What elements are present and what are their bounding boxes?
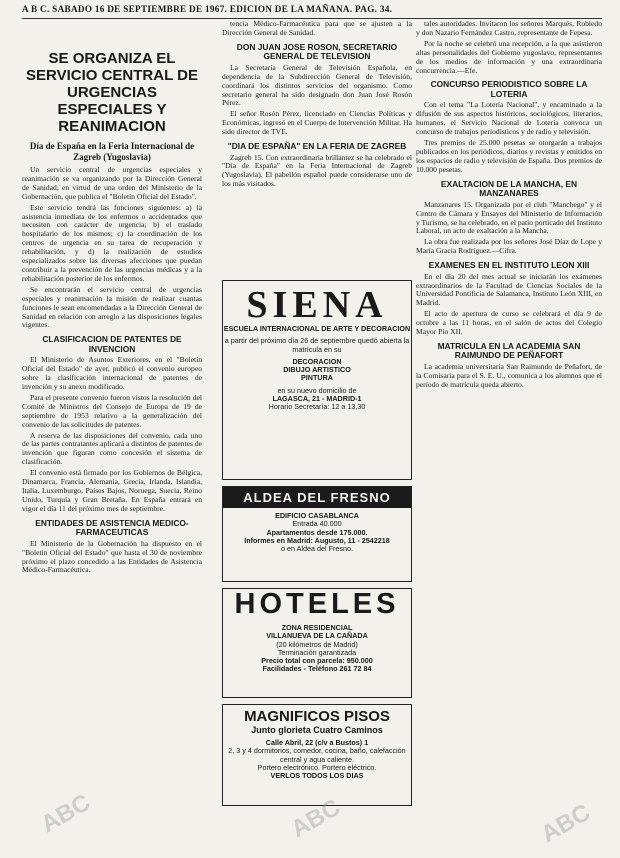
column-1 [22, 20, 202, 850]
ad-line: Facilidades - Teléfono 261 72 84 [262, 664, 372, 674]
paragraph: En el día 20 del mes actual se iniciarán los exámenes extraordinarios de la Facultad de Ciencias Sociales de la Universidad Pontificia de Salamanca, Instituto León XIII, en Madrid. [416, 271, 602, 308]
paragraph: El Ministerio de la Gobernación ha dispuesto en el "Boletín Oficial del Estado" que hasta el 30 de noviembre próximo el plazo concedido a las Entidades de Asistencia Médico-Farmacéutica. [22, 538, 202, 575]
main-headline: SE ORGANIZA EL SERVICIO CENTRAL DE URGENCIAS ESPECIALES Y REANIMACION [26, 50, 198, 135]
ad-line: Calle Abril, 22 (c/v a Bustos) 1 [265, 738, 369, 747]
watermark: ABC [536, 798, 596, 849]
paragraph: La obra fue realizada por los señores José Díaz de Lope y María Gracia Rodríguez.—Cifra. [416, 237, 602, 256]
paragraph: Un servicio central de urgencias especiales y reanimación se va organizando por la Dirección General de Sanidad, en virtud de una orden del Ministerio de la Gobernación, que publica el "Boletín Oficial del Estado". [22, 165, 202, 201]
paragraph: El señor Rosón Pérez, licenciado en Ciencias Políticas y Económicas, ingresó en el Cuerpo de Intervención Militar. Ha sido director de TVE. [222, 109, 412, 137]
ad-siena [222, 280, 412, 480]
ad-line: o en Aldea del Fresno. [281, 544, 353, 554]
advertisements [222, 280, 412, 812]
paragraph: Para el presente convenio fueron vistos la resolución del Comité de Ministros del Consejo de Europa de 19 de septiembre de 1953 relativo a la generalización del convenio de las solicitudes de patentes. [22, 392, 202, 429]
paragraph: El acto de apertura de curso se celebrará el día 9 de octubre a las 11 horas, en el salón de actos del Colegio Mayor Pío XII. [416, 309, 602, 337]
paragraph: El Ministerio de Asuntos Exteriores, en el "Boletín Oficial del Estado" de ayer, publicó el convenio europeo sobre la clasificación internacional de patentes de invención y su anexo modificado. [22, 355, 202, 392]
paragraph: tales autoridades. Invitaron los señores Marqués, Robledo y don Nazario Fernández Castro, representante de Fepesa. [416, 20, 602, 37]
ad-line: en su nuevo domicilio de [277, 385, 357, 395]
section-heading: EXALTACION DE LA MANCHA, EN MANZANARES [440, 178, 578, 199]
paragraph: Tres premios de 25.000 pesetas se otorgarán a trabajos publicados en los periódicos, diarios y revistas y emitidos en los espacios de radio y televisión de España. Dos premios de 10.000 pesetas. [416, 138, 602, 174]
ad-title: SIENA [246, 284, 388, 326]
section-heading: MATRICULA EN LA ACADEMIA SAN RAIMUNDO DE PEÑAFORT [437, 340, 581, 361]
ad-line: PINTURA [301, 373, 333, 383]
ad-line: Terminación garantizada [277, 647, 357, 657]
paragraph: Zagreb 15. Con extraordinaria brillantez se ha celebrado el "Día de España" en la Feria Internacional de Zagreb (Yugoslavia). El pabellón español puede considerarse uno de los más visitados. [222, 152, 412, 189]
page-header: A B C. SABADO 16 DE SEPTIEMBRE DE 1967. EDICION DE LA MAÑANA. PAG. 34. [22, 4, 602, 19]
ad-line: DECORACION [292, 356, 342, 366]
column-3 [416, 20, 602, 850]
section-heading: EXAMENES EN EL INSTITUTO LEON XIII [428, 260, 590, 271]
paragraph: Por la noche se celebró una recepción, a la que asistieron altas personalidades del Gobierno yugoslavo, representantes de los medios de información y una extraordinaria concurrencia.—Efe. [416, 38, 602, 75]
ad-line: Precio total con parcela: 950.000 [261, 656, 373, 666]
ad-line: Portero electrónico. Portero eléctrico. [257, 762, 377, 772]
ad-line: ESCUELA INTERNACIONAL DE ARTE Y DECORACION [223, 324, 411, 333]
ad-line: Horario Secretaría: 12 a 13,30 [268, 402, 366, 412]
watermark: ABC [36, 788, 96, 839]
paragraph: A reserva de las disposiciones del convenio, cada uno de las partes contratantes aplicará a distintos de patentes de invención que figuran como concesión el sistema de clasificación. [22, 430, 202, 467]
paragraph: tencia Médico-Farmacéutica para que se ajusten a la Dirección General de Sanidad. [222, 20, 412, 37]
ad-aldea-del-fresno [222, 486, 412, 582]
ad-line: (20 kilómetros de Madrid) [276, 639, 358, 649]
column-2 [222, 20, 412, 230]
paragraph: El convenio está firmado por los Gobiernos de Bélgica, Dinamarca, Francia, Alemania, Grecia, Irlanda, Islandia, Italia, Luxemburgo, Países Bajos, Noruega, Suecia, Reino Unido, Turquía y Gran Bretaña. En España entrará en vigor el día 11 del próximo mes de septiembre. [22, 468, 202, 513]
section-heading: DON JUAN JOSE ROSON, SECRETARIO GENERAL DE TELEVISION [236, 41, 398, 62]
paragraph: Este servicio tendrá las funciones siguientes: a) la asistencia inmediata de los enfermos o accidentados que necesiten con carácter de urgencia; b) el traslado hospitalario de los mismos; c) la coordinación de los centros de urgencia en su tarea de recuperación y rehabilitación, y d) la realización de estudios especializados sobre las diversas afecciones que puedan contribuir a la prevención de las urgencias médicas y a la rehabilitación posterior de los enfermos. [22, 202, 202, 283]
ad-line: a partir del próximo día 26 de septiembre quedó abierta la matrícula en su [224, 336, 410, 354]
ad-hoteles [222, 588, 412, 698]
ad-title: MAGNIFICOS PISOS [244, 708, 390, 725]
ad-title: ALDEA DEL FRESNO [223, 487, 411, 508]
paragraph: Se encontrarán el servicio central de urgencias especiales y reanimación la misión de realizar cuantas funciones le sean encomendadas a la Dirección General de Sanidad en relación con arreglo a las disposiciones legales vigentes. [22, 284, 202, 330]
section-heading: CLASIFICACION DE PATENTES DE INVENCION [42, 334, 182, 354]
paragraph: La academia universitaria San Raimundo de Peñafort, de la Comisaría para el S. E. U., comunica a los alumnos que el período de matrícula queda abierto. [416, 361, 602, 389]
ad-line: Apartamentos desde 175.000. [266, 527, 368, 537]
ad-line: EDIFICIO CASABLANCA [275, 511, 359, 520]
paragraph: La Secretaría General de Televisión Española, en dependencia de la Subdirección General de Televisión, coordinará los distintos servicios del organismo. Como secretario general ha sido designado don Juan José Rosón Pérez. [222, 62, 412, 108]
ad-line: LAGASCA, 21 - MADRID-1 [272, 394, 362, 404]
ad-line: ZONA RESIDENCIAL [281, 623, 353, 632]
paragraph: Con el tema "La Lotería Nacional", y encaminado a la difusión de sus aspectos históricos, sociológicos, literarios, humanos, el Servicio Nacional de Lotería convoca un concurso de trabajos periodísticos y de radio y televisión. [416, 100, 602, 137]
ad-magnificos-pisos [222, 704, 412, 806]
ad-line: DIBUJO ARTISTICO [283, 365, 351, 375]
paragraph: Manzanares 15. Organizada por el club "Manchego" y el Centro de Cámara y Ensayos del Ministerio de Información y Turismo, se ha celebrado, en el patio porticado del Instituto Laboral, un acto de exaltación a la Mancha. [416, 199, 602, 236]
section-heading: "DIA DE ESPAÑA" EN LA FERIA DE ZAGREB [227, 141, 407, 152]
ad-line: VILLANUEVA DE LA CAÑADA [266, 631, 368, 641]
ad-line: Entrada 40.000 [292, 519, 342, 529]
subheadline: Día de España en la Feria Internacional de Zagreb (Yugoslavia) [29, 141, 195, 162]
ad-line: 2, 3 y 4 dormitorios, comedor, cocina, baño, calefacción central y agua caliente. [228, 746, 406, 764]
ad-title: HOTELES [234, 588, 400, 620]
section-heading: ENTIDADES DE ASISTENCIA MEDICO-FARMACEUTICAS [35, 517, 189, 538]
ad-line: Informes en Madrid: Augusto, 11 - 2542218 [244, 535, 390, 545]
ad-line: Junto glorieta Cuatro Caminos [251, 725, 383, 735]
section-heading: CONCURSO PERIODISTICO SOBRE LA LOTERIA [430, 79, 588, 99]
watermark: ABC [286, 793, 346, 844]
ad-line: VERLOS TODOS LOS DIAS [270, 771, 364, 781]
